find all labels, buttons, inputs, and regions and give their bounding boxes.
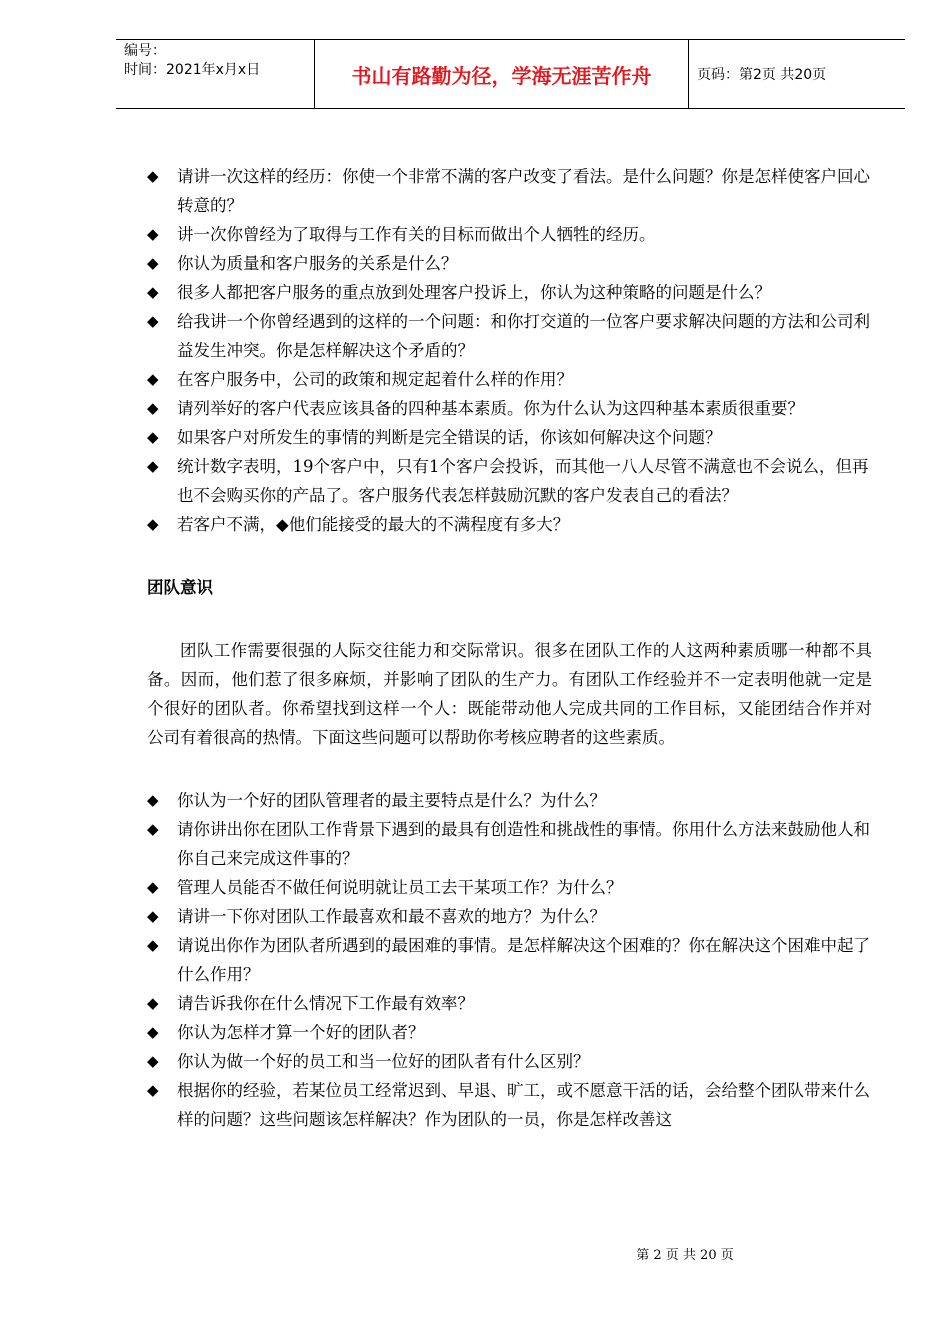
diamond-bullet-icon: ◆ (147, 791, 159, 809)
list-item (147, 220, 872, 249)
list-item (147, 307, 872, 365)
list-item (147, 278, 872, 307)
list-item (147, 1076, 872, 1134)
list-item (147, 423, 872, 452)
diamond-bullet-icon: ◆ (147, 1052, 159, 1070)
diamond-bullet-icon: ◆ (147, 878, 159, 896)
list-item (147, 365, 872, 394)
diamond-bullet-icon: ◆ (147, 1023, 159, 1041)
list-item (147, 989, 872, 1018)
list-item (147, 1018, 872, 1047)
diamond-bullet-icon: ◆ (147, 254, 159, 272)
list-item-text: 你认为做一个好的员工和当一位好的团队者有什么区别？ (177, 1052, 590, 1071)
list-item-text: 管理人员能否不做任何说明就让员工去干某项工作？为什么？ (177, 878, 623, 897)
diamond-bullet-icon: ◆ (147, 312, 159, 330)
diamond-bullet-icon: ◆ (147, 820, 159, 838)
list-item (147, 249, 872, 278)
document-body (147, 162, 872, 1134)
body-paragraph: 团队工作需要很强的人际交往能力和交际常识。很多在团队工作的人这两种素质哪一种都不具备。因而，他们惹了很多麻烦，并影响了团队的生产力。有团队工作经验并不一定表明他就一定是个很好的团队者。你希望找到这样一个人：既能带动他人完成共同的工作目标，又能团结合作并对公司有着很高的热情。下面这些问题可以帮助你考核应聘者的这些素质。 (147, 641, 872, 747)
list-item-text: 请讲一下你对团队工作最喜欢和最不喜欢的地方？为什么？ (177, 907, 606, 926)
list-item-text: 给我讲一个你曾经遇到的这样的一个问题：和你打交道的一位客户要求解决问题的方法和公司利益发生冲突。你是怎样解决这个矛盾的？ (177, 312, 870, 360)
diamond-bullet-icon: ◆ (147, 225, 159, 243)
list-item (147, 1047, 872, 1076)
list-item (147, 394, 872, 423)
list-item-text: 请列举好的客户代表应该具备的四种基本素质。你为什么认为这四种基本素质很重要？ (177, 399, 804, 418)
list-item-text: 请说出你作为团队者所遇到的最困难的事情。是怎样解决这个困难的？你在解决这个困难中起了什么作用？ (177, 936, 870, 984)
bullet-list-customer-service (147, 162, 872, 539)
list-item-text: 你认为一个好的团队管理者的最主要特点是什么？为什么？ (177, 791, 606, 810)
diamond-bullet-icon: ◆ (147, 907, 159, 925)
list-item-text: 请告诉我你在什么情况下工作最有效率？ (177, 994, 474, 1013)
diamond-bullet-icon: ◆ (147, 994, 159, 1012)
header-meta (116, 40, 315, 108)
header-number: 编号： (124, 43, 166, 59)
header-motto: 书山有路勤为径，学海无涯苦作舟 (315, 40, 689, 108)
diamond-bullet-icon: ◆ (147, 428, 159, 446)
list-item-text: 在客户服务中，公司的政策和规定起着什么样的作用？ (177, 370, 573, 389)
list-item (147, 162, 872, 220)
list-item (147, 815, 872, 873)
header-time: 时间：2021年x月x日 (124, 62, 261, 78)
list-item-text: 如果客户对所发生的事情的判断是完全错误的话，你该如何解决这个问题？ (177, 428, 722, 447)
page-footer: 第 2 页 共 20 页 (636, 1248, 734, 1263)
list-item (147, 452, 872, 510)
list-item-text: 根据你的经验，若某位员工经常迟到、早退、旷工，或不愿意干活的话，会给整个团队带来什么样的问题？这些问题该怎样解决？作为团队的一员，你是怎样改善这 (177, 1081, 870, 1129)
list-item-text: 请讲一次这样的经历：你使一个非常不满的客户改变了看法。是什么问题？你是怎样使客户回心转意的？ (177, 167, 870, 215)
list-item-text: 统计数字表明，19个客户中，只有1个客户会投诉，而其他一八人尽管不满意也不会说么，但再也不会购买你的产品了。客户服务代表怎样鼓励沉默的客户发表自己的看法？ (177, 457, 869, 505)
list-item (147, 510, 872, 539)
diamond-bullet-icon: ◆ (147, 457, 159, 475)
diamond-bullet-icon: ◆ (147, 370, 159, 388)
diamond-bullet-icon: ◆ (147, 283, 159, 301)
list-item-text: 很多人都把客户服务的重点放到处理客户投诉上，你认为这种策略的问题是什么？ (177, 283, 771, 302)
list-item-text: 你认为怎样才算一个好的团队者？ (177, 1023, 425, 1042)
list-item (147, 786, 872, 815)
diamond-bullet-icon: ◆ (147, 1081, 159, 1099)
list-item-text: 你认为质量和客户服务的关系是什么？ (177, 254, 458, 273)
list-item (147, 873, 872, 902)
diamond-bullet-icon: ◆ (147, 515, 159, 533)
list-item (147, 902, 872, 931)
list-item-text: 请你讲出你在团队工作背景下遇到的最具有创造性和挑战性的事情。你用什么方法来鼓励他人和你自己来完成这件事的？ (177, 820, 870, 868)
section-title: 团队意识 (147, 578, 213, 597)
list-item-text: 若客户不满，◆他们能接受的最大的不满程度有多大？ (177, 515, 570, 534)
header-page: 页码：第2页 共20页 (697, 67, 827, 83)
page-header (116, 39, 905, 109)
list-item-text: 讲一次你曾经为了取得与工作有关的目标而做出个人牺牲的经历。 (177, 225, 656, 244)
list-item (147, 931, 872, 989)
diamond-bullet-icon: ◆ (147, 167, 159, 185)
diamond-bullet-icon: ◆ (147, 936, 159, 954)
diamond-bullet-icon: ◆ (147, 399, 159, 417)
bullet-list-teamwork (147, 786, 872, 1134)
